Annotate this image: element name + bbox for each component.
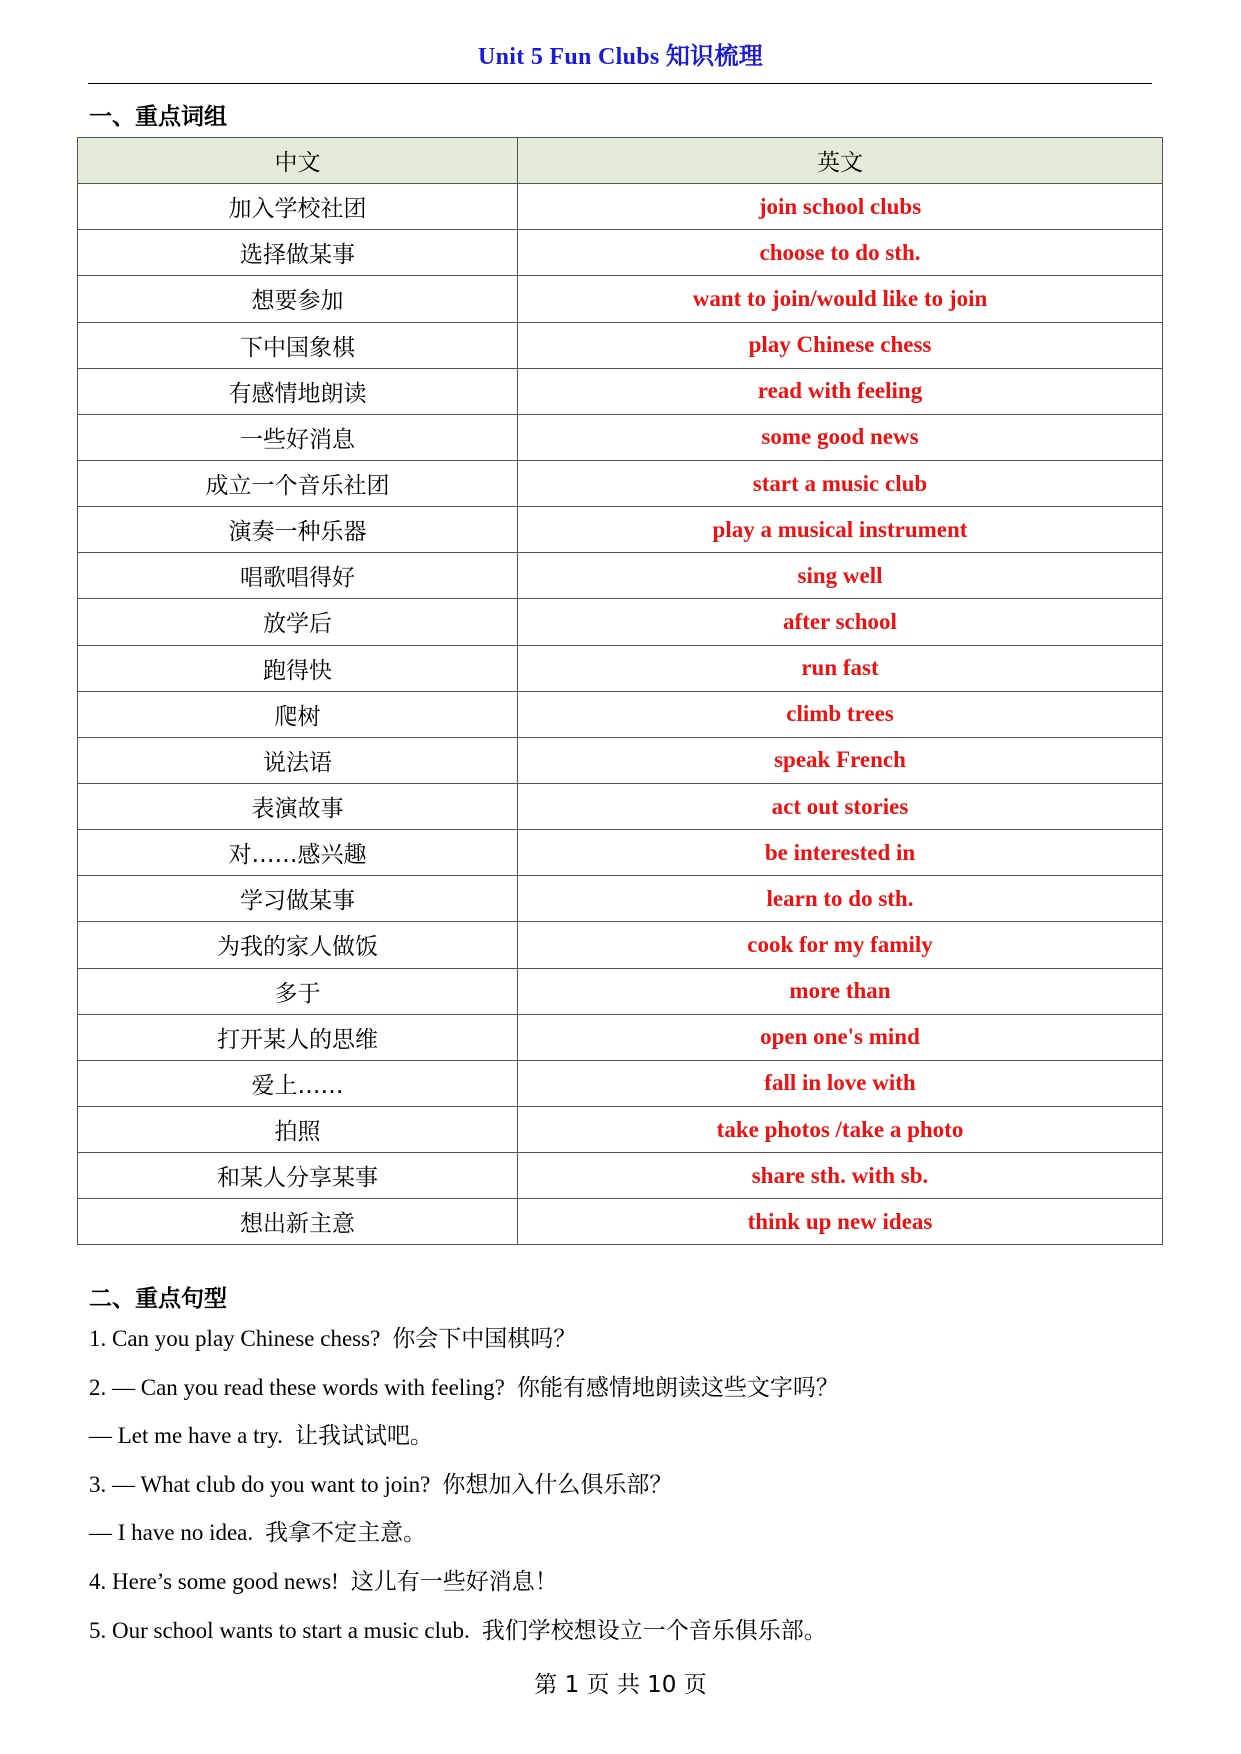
table-row <box>78 184 1163 230</box>
page-number: 第 1 页 共 10 页 <box>534 1672 707 1698</box>
table-row <box>78 1153 1163 1199</box>
chinese-term: 拍照 <box>78 1106 518 1152</box>
english-term: climb trees <box>518 691 1163 737</box>
section-heading-phrases: 一、重点词组 <box>89 104 227 130</box>
chinese-term: 想出新主意 <box>78 1199 518 1245</box>
chinese-term: 说法语 <box>78 737 518 783</box>
chinese-term: 跑得快 <box>78 645 518 691</box>
table-row <box>78 230 1163 276</box>
sentence-item <box>89 1421 1149 1470</box>
table-row <box>78 460 1163 506</box>
sentence-item <box>89 1324 1149 1373</box>
english-term: join school clubs <box>518 184 1163 230</box>
column-header-english: 英文 <box>518 138 1163 184</box>
sentence-english: — Let me have a try. <box>89 1423 283 1449</box>
table-row <box>78 876 1163 922</box>
table-row <box>78 507 1163 553</box>
english-term: speak French <box>518 737 1163 783</box>
chinese-term: 学习做某事 <box>78 876 518 922</box>
english-term: sing well <box>518 553 1163 599</box>
table-row <box>78 737 1163 783</box>
sentence-chinese: 让我试试吧。 <box>294 1423 433 1450</box>
english-term: start a music club <box>518 460 1163 506</box>
english-term: take photos /take a photo <box>518 1106 1163 1152</box>
table-row <box>78 1014 1163 1060</box>
sentence-item <box>89 1470 1149 1519</box>
section-heading-sentences: 二、重点句型 <box>89 1286 227 1312</box>
sentence-chinese: 你想加入什么俱乐部？ <box>442 1471 673 1498</box>
english-term: choose to do sth. <box>518 230 1163 276</box>
chinese-term: 选择做某事 <box>78 230 518 276</box>
table-header-row <box>78 138 1163 184</box>
table-row <box>78 553 1163 599</box>
sentence-english: 5. Our school wants to start a music club. <box>89 1617 470 1643</box>
chinese-term: 成立一个音乐社团 <box>78 460 518 506</box>
sentence-english: 4. Here’s some good news! <box>89 1568 339 1594</box>
chinese-term: 和某人分享某事 <box>78 1153 518 1199</box>
table-row <box>78 322 1163 368</box>
table-row <box>78 1106 1163 1152</box>
table-row <box>78 691 1163 737</box>
sentence-item <box>89 1567 1149 1616</box>
sentence-chinese: 我拿不定主意。 <box>265 1520 427 1547</box>
table-row <box>78 276 1163 322</box>
english-term: run fast <box>518 645 1163 691</box>
chinese-term: 爱上…… <box>78 1060 518 1106</box>
table-row <box>78 645 1163 691</box>
sentence-item <box>89 1616 1149 1665</box>
english-term: act out stories <box>518 783 1163 829</box>
table-row <box>78 922 1163 968</box>
english-term: think up new ideas <box>518 1199 1163 1245</box>
english-term: after school <box>518 599 1163 645</box>
column-header-chinese: 中文 <box>78 138 518 184</box>
sentence-item <box>89 1373 1149 1422</box>
english-term: learn to do sth. <box>518 876 1163 922</box>
table-row <box>78 414 1163 460</box>
english-term: more than <box>518 968 1163 1014</box>
header-divider <box>88 83 1152 84</box>
table-row <box>78 1060 1163 1106</box>
chinese-term: 演奏一种乐器 <box>78 507 518 553</box>
table-row <box>78 968 1163 1014</box>
sentence-chinese: 你会下中国棋吗？ <box>392 1326 577 1352</box>
chinese-term: 多于 <box>78 968 518 1014</box>
sentence-list <box>89 1324 1149 1664</box>
page-title: Unit 5 Fun Clubs 知识梳理 <box>477 44 764 70</box>
table-row <box>78 368 1163 414</box>
vocab-table-body <box>78 184 1163 1245</box>
english-term: play Chinese chess <box>518 322 1163 368</box>
chinese-term: 一些好消息 <box>78 414 518 460</box>
english-term: cook for my family <box>518 922 1163 968</box>
vocab-table <box>77 137 1163 1245</box>
english-term: some good news <box>518 414 1163 460</box>
table-row <box>78 599 1163 645</box>
english-term: be interested in <box>518 830 1163 876</box>
sentence-item <box>89 1518 1149 1567</box>
english-term: open one's mind <box>518 1014 1163 1060</box>
sentence-english: 3. — What club do you want to join? <box>89 1471 431 1497</box>
chinese-term: 放学后 <box>78 599 518 645</box>
table-row <box>78 783 1163 829</box>
chinese-term: 下中国象棋 <box>78 322 518 368</box>
sentence-english: — I have no idea. <box>89 1520 254 1546</box>
english-term: fall in love with <box>518 1060 1163 1106</box>
sentence-english: 2. — Can you read these words with feeling? <box>89 1374 505 1400</box>
english-term: want to join/would like to join <box>518 276 1163 322</box>
table-row <box>78 1199 1163 1245</box>
english-term: share sth. with sb. <box>518 1153 1163 1199</box>
sentence-chinese: 我们学校想设立一个音乐俱乐部。 <box>481 1617 827 1644</box>
english-term: read with feeling <box>518 368 1163 414</box>
chinese-term: 表演故事 <box>78 783 518 829</box>
chinese-term: 想要参加 <box>78 276 518 322</box>
chinese-term: 为我的家人做饭 <box>78 922 518 968</box>
sentence-english: 1. Can you play Chinese chess? <box>89 1326 381 1351</box>
chinese-term: 打开某人的思维 <box>78 1014 518 1060</box>
chinese-term: 爬树 <box>78 691 518 737</box>
sentence-chinese: 你能有感情地朗读这些文字吗？ <box>516 1374 839 1401</box>
chinese-term: 有感情地朗读 <box>78 368 518 414</box>
table-row <box>78 830 1163 876</box>
chinese-term: 对……感兴趣 <box>78 830 518 876</box>
chinese-term: 唱歌唱得好 <box>78 553 518 599</box>
sentence-chinese: 这儿有一些好消息！ <box>350 1568 558 1595</box>
english-term: play a musical instrument <box>518 507 1163 553</box>
chinese-term: 加入学校社团 <box>78 184 518 230</box>
